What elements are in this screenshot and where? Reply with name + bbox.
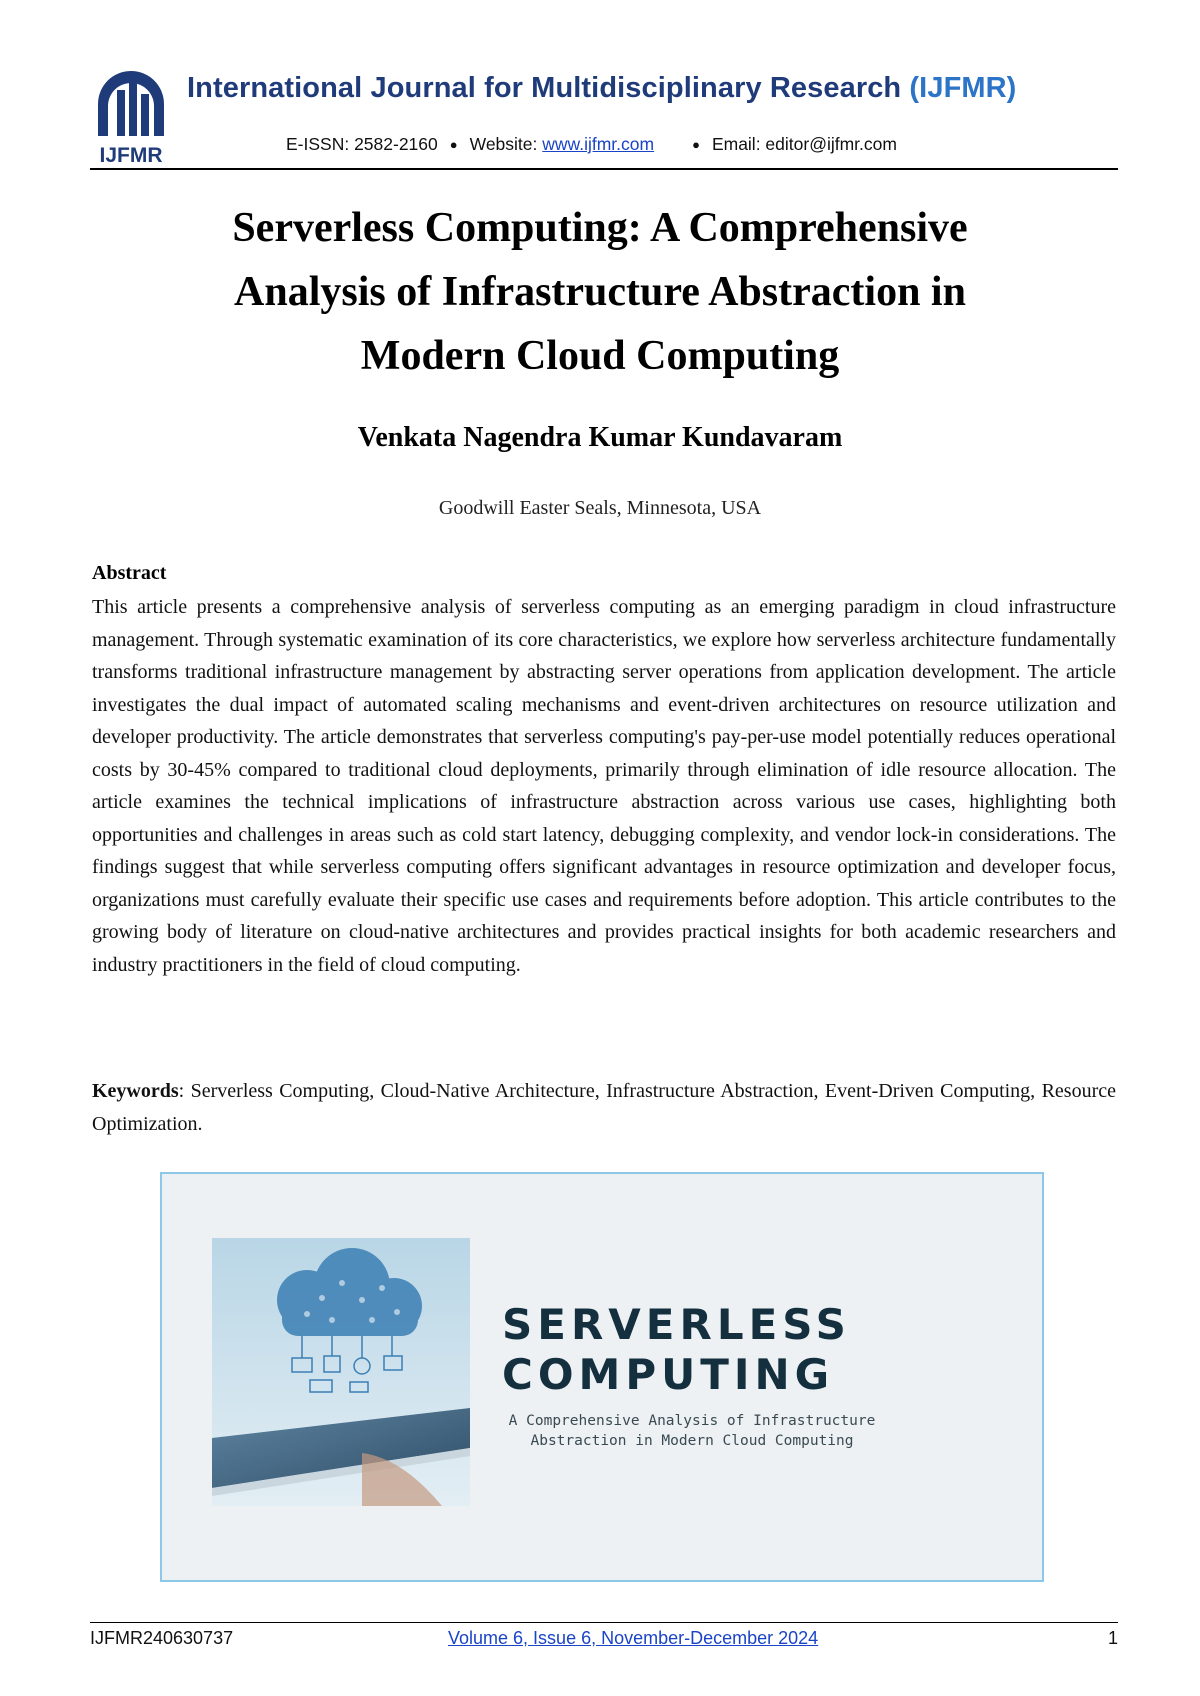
page-footer xyxy=(90,1628,1118,1654)
keywords-list: : Serverless Computing, Cloud-Native Architecture, Infrastructure Abstraction, Event-Driven Computing, Resource Optimization. xyxy=(92,1080,1116,1135)
journal-contact-line xyxy=(286,134,897,155)
svg-text:IJFMR: IJFMR xyxy=(99,144,163,166)
keywords xyxy=(92,1075,1116,1140)
title-line: Modern Cloud Computing xyxy=(360,333,840,379)
cover-title-line-1: SERVERLESS xyxy=(502,1300,851,1349)
paper-title xyxy=(120,196,1080,388)
header-divider xyxy=(90,168,1118,170)
title-line: Serverless Computing: A Comprehensive xyxy=(232,205,968,251)
email[interactable]: Email: editor@ijfmr.com xyxy=(711,134,897,154)
title-line: Analysis of Infrastructure Abstraction in xyxy=(234,269,966,315)
author-name: Venkata Nagendra Kumar Kundavaram xyxy=(357,422,843,453)
issn: E-ISSN: 2582-2160 xyxy=(286,134,438,154)
volume-issue-link[interactable]: Volume 6, Issue 6, November-December 2024 xyxy=(448,1628,819,1648)
cover-figure xyxy=(160,1172,1044,1582)
journal-header xyxy=(90,62,1118,172)
cover-subtitle: A Comprehensive Analysis of Infrastructure Abstraction in Modern Cloud Computing xyxy=(508,1413,876,1449)
paper-id: IJFMR240630737 xyxy=(90,1628,234,1648)
abstract-text: This article presents a comprehensive analysis of serverless computing as an emerging paradigm in cloud infrastructure management. Through systematic examination of its core characteristics, we explore how serverless architecture fundamentally transforms traditional infrastructure management by abstracting server operations from application development. The article investigates the dual impact of automated scaling mechanisms and event-driven architectures on resource utilization and developer productivity. The article demonstrates that serverless computing's pay-per-use model potentially reduces operational costs by 30-45% compared to traditional cloud deployments, primarily through elimination of idle resource allocation. The article examines the technical implications of infrastructure abstraction across various use cases, highlighting both opportunities and challenges in areas such as cold start latency, debugging complexity, and vendor lock-in considerations. The findings suggest that while serverless computing offers significant advantages in resource optimization and developer focus, organizations must carefully evaluate their specific use cases and requirements before adoption. This article contributes to the growing body of literature on cloud-native architectures and provides practical insights for both academic researchers and industry practitioners in the field of cloud computing. xyxy=(92,596,1116,976)
abstract-heading: Abstract xyxy=(92,562,167,584)
author-affiliation: Goodwill Easter Seals, Minnesota, USA xyxy=(438,497,762,519)
bullet-separator: ● xyxy=(692,137,700,152)
website-label: Website: xyxy=(469,134,538,154)
page-number: 1 xyxy=(1107,1628,1118,1648)
cloud-tablet-image xyxy=(212,1238,470,1506)
footer-divider xyxy=(90,1622,1118,1623)
journal-name: International Journal for Multidisciplinary Research (IJFMR) xyxy=(187,72,1017,104)
website-link[interactable]: www.ijfmr.com xyxy=(542,134,655,154)
bullet-separator: ● xyxy=(449,137,458,152)
journal-abbr: (IJFMR) xyxy=(909,72,1017,104)
keywords-label: Keywords xyxy=(92,1080,179,1102)
cover-title-line-2: COMPUTING xyxy=(502,1350,835,1399)
ijfmr-logo xyxy=(90,66,172,166)
